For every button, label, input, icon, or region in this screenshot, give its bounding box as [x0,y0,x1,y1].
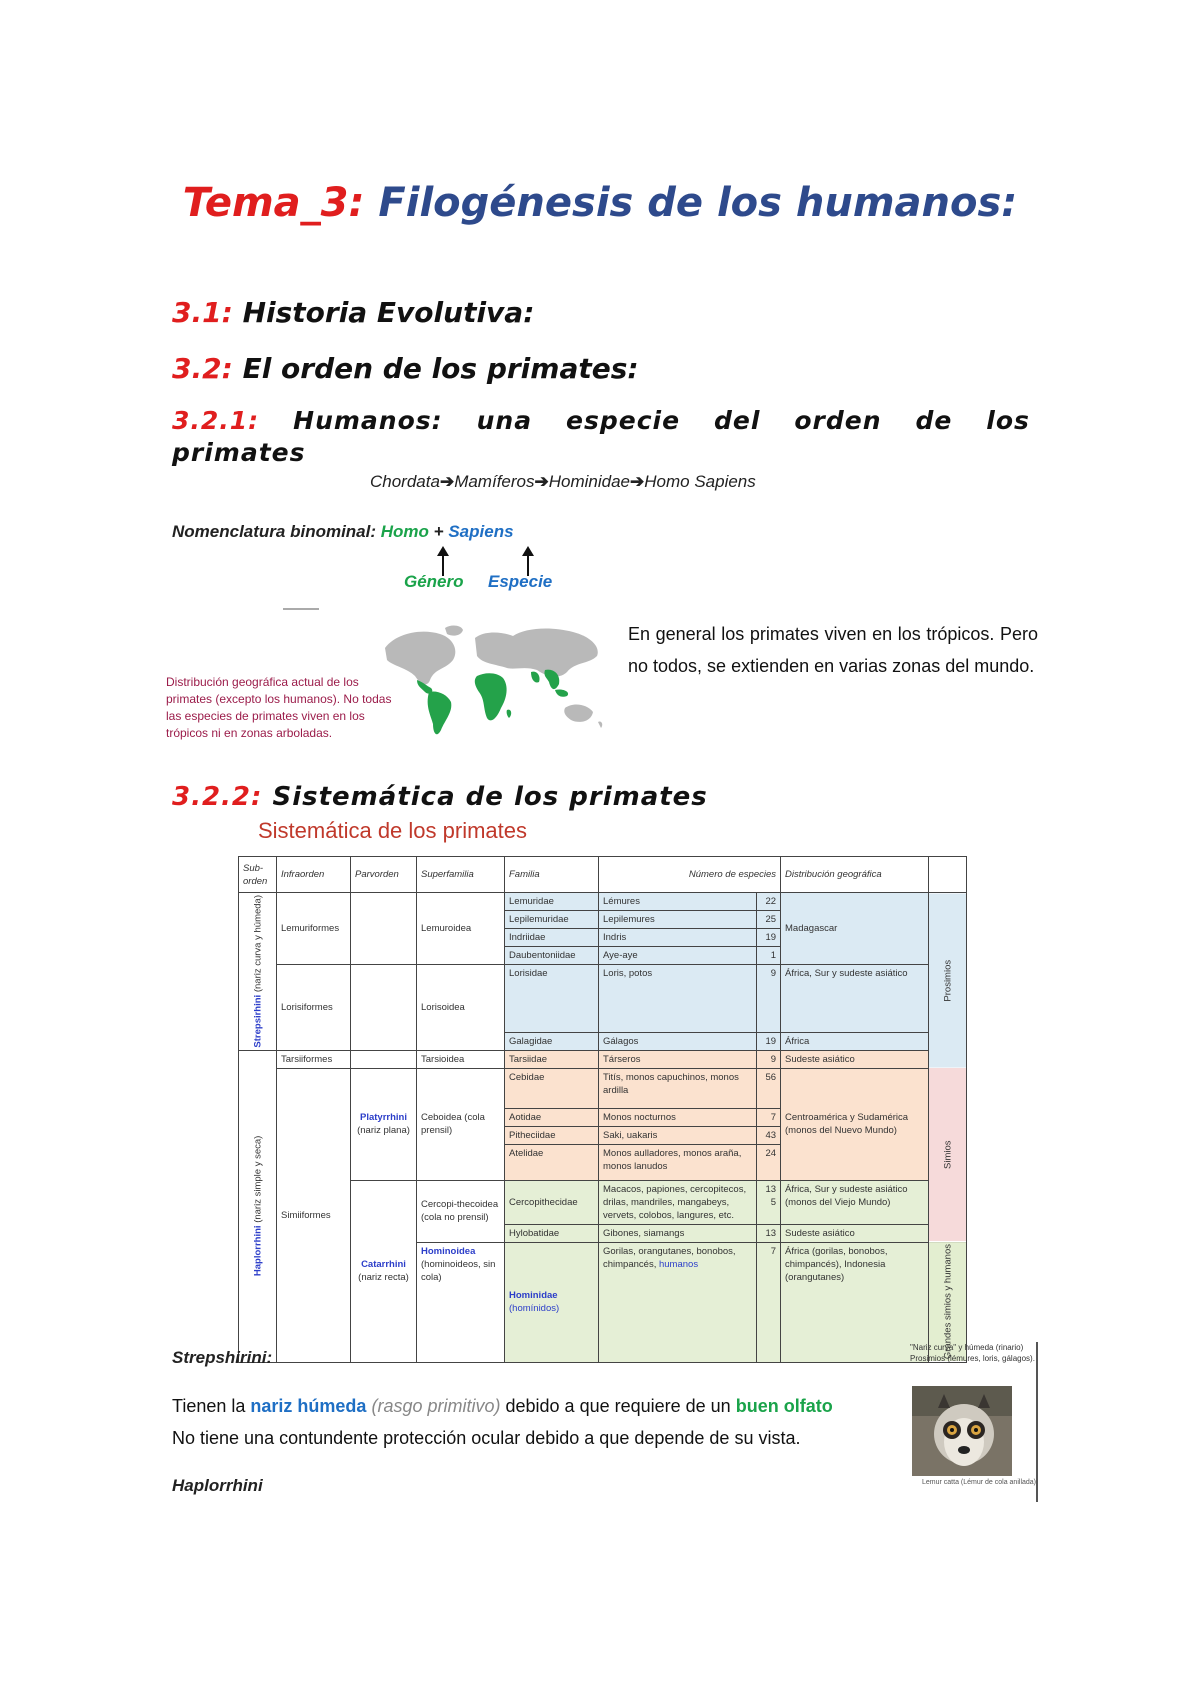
species-cell: Gibones, siamangs [599,1224,757,1242]
family-cell: Cercopithecidae [505,1180,599,1224]
table-row [239,965,967,1033]
strep-label: Strepsirhini [252,994,263,1048]
count-cell: 7 [757,1242,781,1362]
strep-sub: (nariz curva y húmeda) [252,895,263,993]
species-cell: Macacos, papiones, cercopitecos, drilas, mandriles, mangabeys, vervets, colobos, langures, etc. [599,1180,757,1224]
strep-line-1 [172,1396,833,1417]
chain-item: Hominidae [548,472,630,491]
suborder-strepsirhini [239,893,277,1051]
h321-word: del [714,406,761,435]
group-prosimios: Prosimios [929,893,967,1069]
species-cell: Saki, uakaris [599,1126,757,1144]
col-header: Parvorden [351,857,417,893]
heading-3-2-2-text: Sistemática de los primates [272,782,708,812]
platy-label: Platyrrhini [360,1112,407,1124]
heading-3-2-1-cont: primates [172,438,306,467]
line1-a: Tienen la [172,1396,246,1416]
infraorder-cell: Simiiformes [277,1068,351,1362]
heading-3-2-1 [172,404,1030,437]
species-cell: Monos aulladores, monos araña, monos lanudos [599,1144,757,1180]
table-header-row [239,857,967,893]
heading-3-2-1-num: 3.2.1: [172,406,260,435]
count-cell: 9 [757,1050,781,1068]
count-cell: 19 [757,929,781,947]
parvorder-catarrhini [351,1180,417,1362]
table-row [239,1050,967,1068]
world-map-image [375,620,610,750]
count-cell: 7 [757,1108,781,1126]
count-cell: 9 [757,965,781,1033]
systematics-table [238,856,967,1363]
species-cell: Lepilemures [599,911,757,929]
distribution-cell: África (gorilas, bonobos, chimpancés), Indonesia (orangutanes) [781,1242,929,1362]
homino-sub: (hominoideos, sin cola) [421,1258,496,1283]
group-grandes-simios: Grandes simios y humanos [929,1242,967,1362]
count-cell: 25 [757,911,781,929]
distribution-cell: Sudeste asiático [781,1050,929,1068]
infraorder-cell: Lemuriformes [277,893,351,965]
line1-d: debido a que requiere de un [505,1396,731,1416]
count-cell: 43 [757,1126,781,1144]
h321-word: los [986,406,1030,435]
species-cell: Társeros [599,1050,757,1068]
suborder-haplorrhini [239,1050,277,1362]
hominidae-label: Hominidae [509,1290,558,1302]
line1-c: (rasgo primitivo) [371,1396,501,1416]
count-cell: 24 [757,1144,781,1180]
haplo-sub: (nariz simple y seca) [252,1135,263,1224]
strep-line-2: No tiene una contundente protección ocular debido a que depende de su vista. [172,1428,801,1448]
h321-word: orden [794,406,882,435]
col-header: Número de especies [599,857,781,893]
col-header: Superfamilia [417,857,505,893]
count-cell: 13 5 [757,1180,781,1224]
species-cell: Loris, potos [599,965,757,1033]
chain-item: Mamíferos [454,472,535,491]
h321-word: especie [566,406,681,435]
catar-label: Catarrhini [361,1259,406,1271]
family-cell: Atelidae [505,1144,599,1180]
count-cell: 56 [757,1068,781,1108]
distribution-cell: Centroamérica y Sudamérica (monos del Nuevo Mundo) [781,1068,929,1180]
distribution-cell: África [781,1032,929,1050]
haplo-label: Haplorrhini [252,1225,263,1277]
col-header: Familia [505,857,599,893]
heading-3-2-2 [172,782,708,812]
superfamily-cell: Lemuroidea [417,893,505,965]
infraorder-cell: Tarsiiformes [277,1050,351,1068]
haplorrhini-heading: Haplorrhini [172,1476,263,1495]
arrow-right-icon: ➔ [534,472,549,491]
col-header-empty [929,857,967,893]
tropics-paragraph: En general los primates viven en los trópicos. Pero no todos, se extienden en varias zonas del mundo. [628,624,1038,676]
table-row [239,893,967,911]
group-simios: Simios [929,1068,967,1242]
chain-item: Homo Sapiens [644,472,756,491]
family-cell: Tarsiidae [505,1050,599,1068]
superfamily-cell: Tarsioidea [417,1050,505,1068]
parvorder-cell [351,1050,417,1068]
superfamily-cell: Cercopi-thecoidea (cola no prensil) [417,1180,505,1242]
taxonomy-chain [370,472,756,492]
hominidae-species: Gorilas, orangutanes, bonobos, chimpancés, [603,1245,736,1270]
distribution-cell: Sudeste asiático [781,1224,929,1242]
distribution-cell: África, Sur y sudeste asiático [781,965,929,1033]
species-cell: Gálagos [599,1032,757,1050]
map-caption: Distribución geográfica actual de los primates (excepto los humanos). No todas las especies de primates viven en los trópicos ni en zonas arboladas. [166,675,392,740]
col-header: Sub-orden [239,857,277,893]
parvorder-cell [351,965,417,1051]
species-cell: Monos nocturnos [599,1108,757,1126]
species-cell: Aye-aye [599,947,757,965]
family-cell: Daubentoniidae [505,947,599,965]
nomen-species: Sapiens [448,522,514,541]
species-cell: Titís, monos capuchinos, monos ardilla [599,1068,757,1108]
family-cell: Cebidae [505,1068,599,1108]
col-header: Distribución geográfica [781,857,929,893]
lemur-caption-bottom: Lemur catta (Lémur de cola anillada) [922,1479,1037,1486]
family-cell: Lorisidae [505,965,599,1033]
family-cell: Hylobatidae [505,1224,599,1242]
scale-bar [283,608,319,610]
catar-sub: (nariz recta) [358,1272,409,1284]
lemur-figure [910,1342,1038,1502]
table-title: Sistemática de los primates [258,818,527,843]
strepsirhini-heading: Strepshirini: [172,1348,273,1367]
count-cell: 22 [757,893,781,911]
family-cell: Lemuridae [505,893,599,911]
hominidae-sub: (homínidos) [509,1303,560,1315]
family-cell: Pitheciidae [505,1126,599,1144]
h321-word: de [915,406,953,435]
count-cell: 19 [757,1032,781,1050]
nomen-genus: Homo [380,522,429,541]
line1-e: buen olfato [735,1396,833,1416]
genus-label: Género [404,572,464,591]
species-cell: Lémures [599,893,757,911]
arrow-right-icon: ➔ [630,472,645,491]
title-prefix: Tema_3: [182,180,365,226]
species-cell [599,1242,757,1362]
heading-3-2 [172,352,639,385]
count-cell: 1 [757,947,781,965]
species-label: Especie [488,572,553,591]
species-cell: Indris [599,929,757,947]
title-text: Filogénesis de los humanos: [378,180,1018,226]
humans-word: humanos [658,1258,699,1270]
superfamily-cell: Lorisoidea [417,965,505,1051]
binomial-nomenclature [172,522,514,542]
infraorder-cell: Lorisiformes [277,965,351,1051]
line1-b: nariz húmeda [250,1396,367,1416]
col-header: Infraorden [277,857,351,893]
parvorder-platyrrhini [351,1068,417,1180]
table-row [239,1068,967,1108]
heading-3-1-num: 3.1: [172,296,233,329]
lemur-caption-top: "Nariz curva" y húmeda (rinario) Prosimios (lémures, loris, gálagos). [910,1343,1035,1363]
distribution-cell: Madagascar [781,893,929,965]
distribution-cell: África, Sur y sudeste asiático (monos del Viejo Mundo) [781,1180,929,1224]
family-cell: Galagidae [505,1032,599,1050]
family-cell: Indriidae [505,929,599,947]
arrow-right-icon: ➔ [439,472,455,491]
superfamily-cell: Ceboidea (cola prensil) [417,1068,505,1180]
family-cell: Aotidae [505,1108,599,1126]
page-title [150,176,1050,230]
platy-sub: (nariz plana) [357,1125,410,1137]
heading-3-2-text: El orden de los primates: [242,352,639,385]
superfamily-hominoidea [417,1242,505,1362]
nomen-plus: + [433,522,444,541]
nomen-label: Nomenclatura binominal: [172,522,377,541]
count-cell: 13 [757,1224,781,1242]
homino-label: Hominoidea [421,1245,476,1257]
lemur-photo-image [912,1386,1012,1476]
h321-word: una [476,406,533,435]
heading-3-1 [172,296,534,329]
chain-item: Chordata [370,472,440,491]
h321-word: Humanos: [293,406,443,435]
family-cell: Lepilemuridae [505,911,599,929]
heading-3-1-text: Historia Evolutiva: [242,296,535,329]
family-hominidae [505,1242,599,1362]
heading-3-2-num: 3.2: [172,352,233,385]
heading-3-2-2-num: 3.2.2: [172,782,263,812]
parvorder-cell [351,893,417,965]
